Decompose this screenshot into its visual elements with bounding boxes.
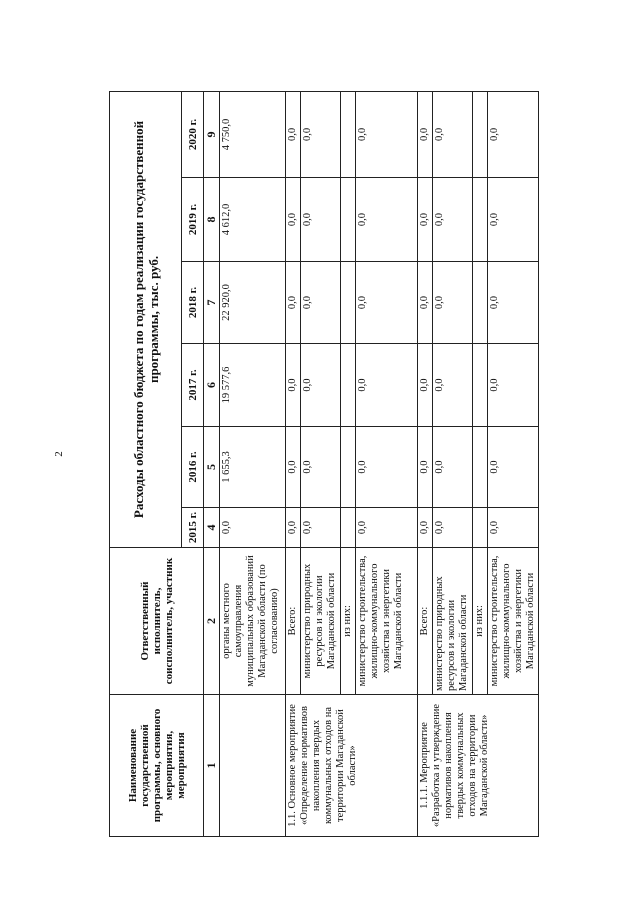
value-cell: 0,0 (220, 508, 286, 548)
col-number: 6 (204, 344, 220, 427)
year-cell: 2016 г. (182, 427, 204, 508)
year-cell: 2015 г. (182, 508, 204, 548)
col-number: 4 (204, 508, 220, 548)
participant-cell: Всего: (286, 548, 301, 695)
value-cell: 0,0 (356, 178, 418, 262)
value-cell: 0,0 (356, 262, 418, 344)
value-cell: 0,0 (356, 91, 418, 177)
table-row (286, 91, 301, 836)
value-cell: 0,0 (286, 262, 301, 344)
value-cell: 1 655,3 (220, 427, 286, 508)
participant-cell: министерство строительства, жилищно-коммунального хозяйства и энергетики Магаданской области (356, 548, 418, 695)
name-cell (220, 695, 286, 837)
value-cell: 0,0 (488, 427, 539, 508)
value-cell: 0,0 (356, 344, 418, 427)
value-cell (473, 344, 488, 427)
col-number: 5 (204, 427, 220, 508)
table-row (220, 91, 286, 836)
table-row (418, 91, 433, 836)
year-cell: 2017 г. (182, 344, 204, 427)
budget-table (109, 91, 539, 837)
value-cell (473, 178, 488, 262)
value-cell: 0,0 (286, 344, 301, 427)
value-cell: 0,0 (301, 427, 341, 508)
value-cell: 0,0 (301, 508, 341, 548)
rotated-table-wrapper (109, 92, 536, 837)
year-cell: 2020 г. (182, 91, 204, 177)
col-number: 1 (204, 695, 220, 837)
value-cell: 0,0 (433, 91, 473, 177)
value-cell: 0,0 (286, 91, 301, 177)
value-cell: 0,0 (286, 508, 301, 548)
value-cell: 4 612,0 (220, 178, 286, 262)
col-number: 7 (204, 262, 220, 344)
value-cell: 0,0 (301, 344, 341, 427)
value-cell: 0,0 (418, 427, 433, 508)
year-cell: 2019 г. (182, 178, 204, 262)
header-participant-cell: Ответственный исполнитель, соисполнитель, участник (110, 548, 204, 695)
value-cell: 0,0 (488, 508, 539, 548)
participant-cell: министерство строительства, жилищно-коммунального хозяйства и энергетики Магаданской области (488, 548, 539, 695)
value-cell: 0,0 (433, 344, 473, 427)
value-cell: 0,0 (301, 91, 341, 177)
page-number: 2 (52, 451, 65, 457)
value-cell: 0,0 (488, 91, 539, 177)
value-cell: 0,0 (418, 344, 433, 427)
value-cell: 0,0 (433, 262, 473, 344)
col-number: 8 (204, 178, 220, 262)
value-cell: 0,0 (418, 178, 433, 262)
value-cell (473, 262, 488, 344)
value-cell: 0,0 (488, 178, 539, 262)
value-cell (341, 344, 356, 427)
value-cell: 0,0 (433, 508, 473, 548)
value-cell: 0,0 (301, 178, 341, 262)
year-cell: 2018 г. (182, 262, 204, 344)
participant-cell: Всего: (418, 548, 433, 695)
value-cell (341, 508, 356, 548)
participant-cell: из них: (473, 548, 488, 695)
participant-cell: министерство природных ресурсов и экологии Магаданской области (301, 548, 341, 695)
value-cell: 0,0 (356, 508, 418, 548)
name-cell: 1.1.1. Мероприятие «Разработка и утверждение нормативов накопления твердых коммунальных отходов на территории Магаданской области» (418, 695, 539, 837)
value-cell: 0,0 (418, 508, 433, 548)
value-cell: 0,0 (488, 262, 539, 344)
value-cell: 0,0 (286, 178, 301, 262)
value-cell (473, 91, 488, 177)
value-cell: 0,0 (433, 427, 473, 508)
participant-cell: министерство природных ресурсов и экологии Магаданской области (433, 548, 473, 695)
value-cell: 0,0 (286, 427, 301, 508)
participant-cell: из них: (341, 548, 356, 695)
value-cell: 0,0 (301, 262, 341, 344)
value-cell: 0,0 (433, 178, 473, 262)
value-cell (473, 427, 488, 508)
col-number: 2 (204, 548, 220, 695)
value-cell (341, 178, 356, 262)
col-number: 9 (204, 91, 220, 177)
value-cell: 0,0 (488, 344, 539, 427)
header-budget-cell: Расходы областного бюджета по годам реализации государственной программы, тыс. руб. (110, 91, 182, 547)
value-cell: 0,0 (418, 91, 433, 177)
header-name-cell: Наименование государственной программы, основного мероприятия, мероприятия (110, 695, 204, 837)
value-cell: 19 577,6 (220, 344, 286, 427)
value-cell (341, 91, 356, 177)
value-cell: 22 920,0 (220, 262, 286, 344)
value-cell: 0,0 (356, 427, 418, 508)
value-cell (473, 508, 488, 548)
value-cell: 4 750,0 (220, 91, 286, 177)
value-cell (341, 427, 356, 508)
value-cell: 0,0 (418, 262, 433, 344)
participant-cell: органы местного самоуправления муниципальных образований Магаданской области (по согласованию) (220, 548, 286, 695)
value-cell (341, 262, 356, 344)
name-cell: 1.1. Основное мероприятие «Определение нормативов накопления твердых коммунальных отходов на территории Магаданской области» (286, 695, 418, 837)
